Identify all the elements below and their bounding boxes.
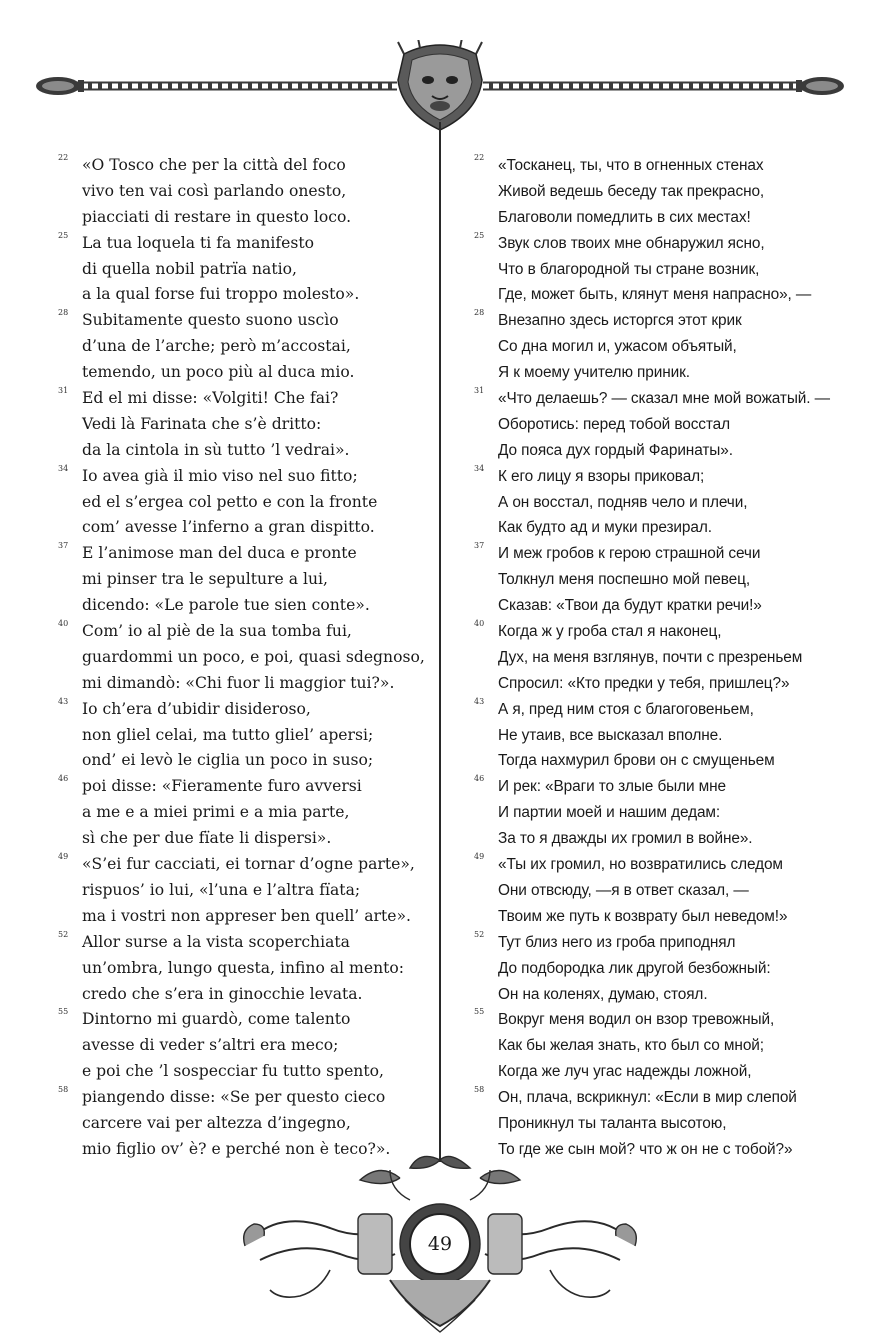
- verse-line: ond’ ei levò le ciglia un poco in suso;: [82, 751, 374, 770]
- verse-line: e poi che ’l sospecciar fu tutto spento,: [82, 1062, 384, 1081]
- verse-line: dicendo: «Le parole tue sien conte».: [82, 596, 370, 615]
- verse-line: Они отвсюду, —я в ответ сказал, —: [498, 881, 749, 899]
- verse-number: 25: [474, 230, 485, 240]
- verse-number: 49: [58, 852, 69, 862]
- verse-line: «Ты их громил, но возвратились следом: [498, 856, 783, 874]
- verse-number: 40: [474, 619, 485, 629]
- verse-number: 22: [474, 153, 485, 162]
- verse-line: Vedi là Farinata che s’è dritto:: [82, 414, 322, 433]
- stanza: [474, 852, 834, 930]
- verse-line: Как будто ад и муки презирал.: [498, 519, 712, 537]
- verse-number: 31: [474, 386, 485, 396]
- stanza: [58, 619, 428, 697]
- verse-line: Что в благородной ты стране возник,: [498, 260, 760, 278]
- verse-line: Я к моему учителю приник.: [498, 364, 690, 382]
- verse-number: 37: [474, 541, 485, 551]
- verse-line: Он, плача, вскрикнул: «Если в мир слепой: [498, 1089, 797, 1107]
- verse-line: К его лицу я взоры приковал;: [498, 467, 705, 485]
- stanza: [58, 541, 428, 619]
- verse-line: ma i vostri non appreser ben quell’ arte».: [82, 906, 411, 925]
- verse-line: И партии моей и нашим дедам:: [498, 804, 721, 822]
- verse-number: 46: [58, 774, 69, 784]
- stanza: [58, 308, 428, 386]
- verse-line: И меж гробов к герою страшной сечи: [498, 545, 761, 563]
- column-divider: [439, 122, 441, 1162]
- stanza: [58, 930, 428, 1008]
- russian-column: [474, 153, 834, 1163]
- stanza: [474, 308, 834, 386]
- stanza: [58, 153, 428, 231]
- verse-line: «Тосканец, ты, что в огненных стенах: [498, 157, 764, 174]
- verse-line: А я, пред ним стоя с благоговеньем,: [498, 700, 754, 718]
- stanza: [474, 697, 834, 775]
- verse-line: Где, может быть, клянут меня напрасно», —: [498, 286, 812, 304]
- page-number: 49: [427, 1233, 453, 1255]
- verse-line: a la qual forse fui troppo molesto».: [82, 285, 360, 304]
- verse-line: Com’ io al piè de la sua tomba fui,: [82, 622, 352, 641]
- verse-number: 46: [474, 774, 485, 784]
- verse-line: Внезапно здесь исторгся этот крик: [498, 312, 742, 330]
- stanza: [474, 464, 834, 542]
- verse-number: 43: [58, 696, 69, 706]
- verse-line: «Что делаешь? — сказал мне мой вожатый. —: [498, 390, 830, 408]
- verse-number: 28: [58, 308, 69, 318]
- verse-line: Когда ж у гроба стал я наконец,: [498, 623, 722, 641]
- verse-line: Вокруг меня водил он взор тревожный,: [498, 1011, 775, 1029]
- stanza: [474, 386, 834, 464]
- stanza: [474, 541, 834, 619]
- stanza: [474, 619, 834, 697]
- verse-line: mi pinser tra le sepulture a lui,: [82, 570, 328, 589]
- verse-line: avesse di veder s’altri era meco;: [82, 1036, 339, 1055]
- verse-number: 58: [58, 1085, 69, 1095]
- verse-line: Проникнул ты таланта высотою,: [498, 1114, 727, 1132]
- verse-line: Тут близ него из гроба приподнял: [498, 933, 736, 951]
- verse-line: «O Tosco che per la città del foco: [82, 156, 346, 174]
- stanza: [58, 231, 428, 309]
- verse-line: Dintorno mi guardò, come talento: [82, 1010, 351, 1029]
- stanza: [58, 852, 428, 930]
- verse-line: poi disse: «Fieramente furo avversi: [82, 777, 362, 796]
- verse-line: temendo, un poco più al duca mio.: [82, 363, 355, 382]
- verse-number: 52: [474, 929, 485, 939]
- verse-line: credo che s’era in ginocchie levata.: [82, 984, 363, 1003]
- stanza: [58, 774, 428, 852]
- verse-line: guardommi un poco, e poi, quasi sdegnoso,: [82, 647, 425, 666]
- footer-ornament: [240, 1150, 640, 1335]
- verse-number: 52: [58, 929, 69, 939]
- verse-line: di quella nobil patrïa natio,: [82, 259, 297, 278]
- stanza: [474, 153, 834, 231]
- stanza: [58, 464, 428, 542]
- italian-column: [58, 153, 428, 1163]
- stanza: [58, 1007, 428, 1085]
- verse-number: 31: [58, 386, 69, 396]
- verse-number: 40: [58, 619, 69, 629]
- verse-line: E l’animose man del duca e pronte: [82, 544, 357, 563]
- stanza: [474, 231, 834, 309]
- verse-number: 34: [58, 463, 69, 473]
- verse-number: 58: [474, 1085, 485, 1095]
- verse-line: Io ch’era d’ubidir disideroso,: [82, 699, 311, 718]
- verse-line: До подбородка лик другой безбожный:: [498, 959, 771, 977]
- stanza: [58, 386, 428, 464]
- verse-line: mi dimandò: «Chi fuor li maggior tui?».: [82, 673, 395, 692]
- verse-line: Спросил: «Кто предки у тебя, пришлец?»: [498, 674, 790, 692]
- verse-line: Благоволи помедлить в сих местах!: [498, 208, 751, 226]
- verse-line: Io avea già il mio viso nel suo fitto;: [82, 466, 358, 485]
- stanza: [474, 1007, 834, 1085]
- verse-line: Он на коленях, думаю, стоял.: [498, 985, 708, 1003]
- verse-line: carcere vai per altezza d’ingegno,: [82, 1113, 351, 1132]
- verse-line: rispuos’ io lui, «l’una e l’altra fïata;: [82, 880, 361, 899]
- verse-line: ed el s’ergea col petto e con la fronte: [82, 492, 378, 511]
- stanza: [58, 697, 428, 775]
- verse-number: 25: [58, 230, 69, 240]
- verse-line: d’una de l’arche; però m’accostai,: [82, 337, 351, 356]
- verse-line: un’ombra, lungo questa, infino al mento:: [82, 958, 405, 977]
- stanza: [474, 930, 834, 1008]
- verse-line: Тогда нахмурил брови он с смущеньем: [498, 752, 775, 770]
- verse-line: Со дна могил и, ужасом объятый,: [498, 338, 737, 356]
- verse-line: А он восстал, подняв чело и плечи,: [498, 493, 748, 511]
- verse-number: 34: [474, 463, 485, 473]
- verse-number: 49: [474, 852, 485, 862]
- verse-number: 55: [58, 1007, 69, 1017]
- verse-number: 43: [474, 696, 485, 706]
- verse-number: 28: [474, 308, 485, 318]
- verse-line: Твоим же путь к возврату был неведом!»: [498, 907, 788, 925]
- verse-line: Звук слов твоих мне обнаружил ясно,: [498, 234, 765, 252]
- verse-number: 37: [58, 541, 69, 551]
- verse-line: Как бы желая знать, кто был со мной;: [498, 1037, 764, 1055]
- stanza: [474, 774, 834, 852]
- verse-line: non gliel celai, ma tutto gliel’ apersi;: [82, 725, 374, 744]
- verse-line: a me e a miei primi e a mia parte,: [82, 803, 350, 822]
- verse-line: Allor surse a la vista scoperchiata: [82, 932, 350, 951]
- verse-line: piangendo disse: «Se per questo cieco: [82, 1088, 386, 1107]
- verse-line: Оборотись: перед тобой восстал: [498, 415, 731, 433]
- verse-line: Subitamente questo suono uscìo: [82, 311, 339, 330]
- verse-line: До пояса дух гордый Фаринаты».: [498, 441, 733, 459]
- verse-line: com’ avesse l’inferno a gran dispitto.: [82, 518, 375, 537]
- verse-number: 22: [58, 153, 69, 162]
- verse-line: La tua loquela ti fa manifesto: [82, 233, 315, 252]
- verse-line: За то я дважды их громил в войне».: [498, 830, 753, 848]
- verse-line: Сказав: «Твои да будут кратки речи!»: [498, 597, 762, 615]
- verse-line: И рек: «Враги то злые были мне: [498, 778, 727, 796]
- verse-line: vivo ten vai così parlando onesto,: [82, 181, 347, 200]
- verse-line: Когда же луч угас надежды ложной,: [498, 1063, 752, 1081]
- verse-line: piacciati di restare in questo loco.: [82, 207, 352, 226]
- verse-line: Живой ведешь беседу так прекрасно,: [498, 182, 765, 200]
- verse-line: da la cintola in sù tutto ’l vedrai».: [82, 440, 350, 459]
- verse-line: mio figlio ov’ è? e perché non è teco?».: [82, 1139, 391, 1158]
- verse-line: То где же сын мой? что ж он не с тобой?»: [498, 1140, 793, 1158]
- verse-line: Не утаив, все высказал вполне.: [498, 726, 723, 744]
- verse-number: 55: [474, 1007, 485, 1017]
- verse-line: Дух, на меня взглянув, почти с презреньем: [498, 648, 803, 666]
- verse-line: sì che per due fïate li dispersi».: [82, 829, 332, 848]
- verse-line: Толкнул меня поспешно мой певец,: [498, 571, 751, 589]
- verse-line: «S’ei fur cacciati, ei tornar d’ogne parte»,: [82, 855, 415, 874]
- verse-line: Ed el mi disse: «Volgiti! Che fai?: [82, 389, 339, 408]
